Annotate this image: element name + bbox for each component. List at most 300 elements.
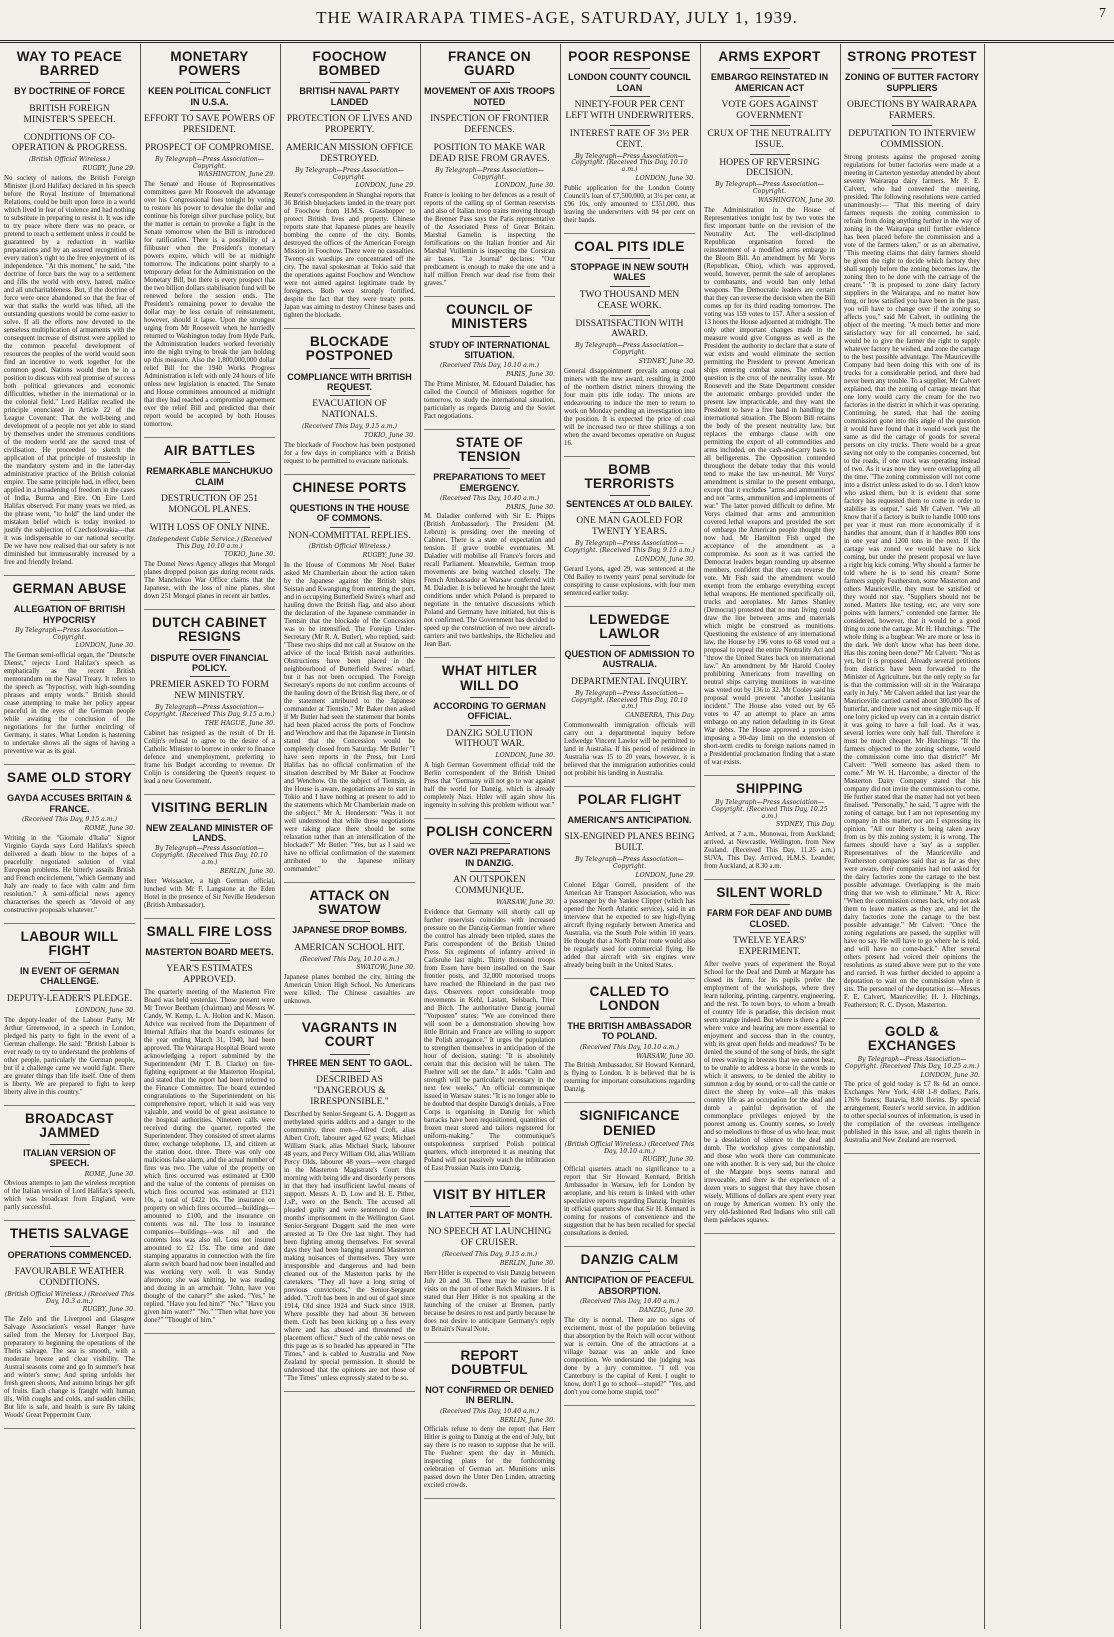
article-body: Arrived, at 7 a.m., Monowai, from Auckland; arrived, at Newcastle, Wellington, from New Zealand. (Received This Day, 11.25 a.m.) SUVA, This Day. Arrived, H.M.S. Leander, from Auckland, at 8.30 a.m.	[704, 831, 835, 871]
article-subheading: DISPUTE OVER FINANCIAL POLICY.	[150, 652, 269, 673]
article-body: The German semi-official organ, the "Deutsche Dienst," rejects Lord Halifax's speech as emphatically as the recent British memorandum on the Naval Treaty. It refers to the speech as "hypocrisy, with high-sounding phrases and empty words." British should cease attempting to make her policy appear peaceful in the eyes of the German people while awaiting the conclusion of the negotiations for the further encircling of Germany, it states. What London is hastening to undertake shows all the signs of having a preventive war as its goal.	[4, 652, 135, 756]
headline-rule	[190, 676, 230, 677]
article-dateline: TOKIO, June 30.	[224, 551, 275, 559]
article-subheading: MASTERTON BOARD MEETS.	[145, 946, 274, 957]
article-dateline: RUGBY, June 29.	[82, 165, 135, 173]
article-source: (Received This Day, 10.40 a.m.)	[580, 1298, 679, 1306]
article-headline: FRANCE ON GUARD	[448, 49, 531, 79]
article-dateline: BERLIN, June 30.	[499, 1416, 555, 1424]
article-subheading: PROTECTION OF LIVES AND PROPERTY.	[286, 114, 413, 135]
article	[4, 1112, 135, 1222]
article-source: (British Official Wireless.)	[28, 156, 111, 164]
article-dateline: PARIS, June 30.	[505, 503, 555, 511]
headline-rule	[610, 512, 650, 513]
headline-rule	[750, 96, 790, 97]
article-subheading: VOTE GOES AGAINST GOVERNMENT	[721, 99, 818, 121]
article	[284, 889, 415, 1015]
article-body: General disappointment prevails among coal miners with the new award, resulting in 2000 of the northern district miners throwing the four main pits idle today. The unions are endeavouring to induce the men to return to work on Monday pending an investigation into the position. It is expected the price of coal will be increased two or three shillings a ton when the award becomes operative on August 16.	[564, 367, 695, 447]
article	[424, 303, 555, 430]
headline-rule	[190, 490, 230, 491]
headline-rule	[610, 315, 650, 316]
article-body: No society of nations, the British Foreign Minister (Lord Halifax) declared in his speech before the Royal Institute of International Relations, could be built upon force in a world which lived in fear of violence and had nothing to substitute in preparing to resist it. It was idle to try peace where there was no peace, or pretend to reach a settlement unless it could be guaranteed by a reduction in warlike preparations and by an assured recognition of every nation's right to the free enjoyment of its independence. "At this moment," he said, "the doctrine of force bars the way to a settlement and fills the world with envy, hatred, malice and all uncharitableness. But, if the doctrine of force were once abandoned so that the fear of war that stalks the world was lifted, all the outstanding questions would be come easier to solve. If all the efforts now devoted to the senseless multiplication of armaments with the consequent increase of distrust were applied to the common peaceful development of resources the peoples of the world would soon find an incentive to work together for the common good. Nations would then be in a position to discuss with real promise of success both political grievances and economic difficulties, whether in the international or in the colonial field." Lord Halifax recalled the principle enunciated in Article 22 of the League Covenant: That the well-being and development of a people not yet able to stand by themselves under the strenuous conditions of the modern world are the sacred trust of civilisation. He proceeded to sketch the application of that principle of trusteeship in the mandatory system and in the latter-day administrative practice of the British colonial empire. The same principle had, in effect, been applied in a broadening of freedom in the cases of India, Burma and Eire. On Eire Lord Halifax observed: For many years we tried, as the phrase went, "to hold" the land under the mistaken belief which is today invoked to justify the subjection of Czechoslovakia—that it was indispensable to our national security. De we have now realised that our safety is not diminished but immeasurably increased by a free and friendly Ireland.	[4, 175, 135, 566]
article-dateline: LONDON, June 29.	[635, 871, 695, 879]
headline-rule	[190, 943, 230, 944]
headline-rule	[330, 499, 370, 500]
article-body: The Administration in the House of Representatives tonight lost by two votes the first important battle on the revision of the Neutrality Act. The well-disciplined Republican organisation forced the reinstatement of a modified arms embargo in the Bloom Bill. An amendment by Mr Vorys (Republican, Ohio), which was approved, would, however, permit the sale of aeroplanes to combatants, and would ban only lethal weapons. The Democratic leaders are certain that they can reverse the decision when the Bill comes up for its third reading tomorrow. The voting was 159 votes to 157. After a session of 13 hours the House adjourned at midnight. The only other important changes made in the measure would give Congress as well as the President the authority to declare that a state of war exists and would eliminate the section permitting the President to prevent American ships entering combat zones. The embargo question is the crux of the neutrality issue. Mr Roosevelt and the State Department consider the automatic embargo provided under the present law impracticable, and they want the President to have a free hand in handling the international situation. The Bloom Bill retains the body of the present neutrality law, but replaces the embargo clause with one permitting the export of all commodities and arms included, on the cash-and-carry basis to all belligerents. The Opposition contended throughout the debate today that this would tend to make the law un-neutral. Mr Vorys' amendment is similar to the present embargo, except that it excludes "arms and ammunition" and not "arms, ammunition and implements of war." The latter proved difficult to define. Mr Vorys claimed that arms and ammunition covered lethal weapons and provided the sort of embargo the American people thought they now had. Mr Hamilton Fish urged the acceptance of the amendment as a compromise. As soon as it was carried the Democrat leaders began rounding up absentee members, confident that they can reverse the vote. Mr Fish said the amendment would exempt from the embargo everything except lethal weapons. He mentioned specifically oil, trucks and aeroplanes. Mr James Shanley (Democrat) protested that no man living could draw the line between arms and materials which might be construed as munitions. Questioning the existence of any international law, the House by 196 votes to 68 voted out a proposal to repeal the entire Neutrality Act and "throw the United States back on international law." An amendment by Mr Harold Cooley prohibiting Americans from travelling on neutral ships carrying munitions in war-time was voted out by 136 to 32. Mr Cooley said his proposal would prevent "another Lusitania incident." The House also voted out by 65 votes to 47 an attempt to place an arms embargo on any nation defaulting in its Great War debts. The House approved a provision imposing a 90-day limit on the extension of short-term credits to foreign nations named in a Presidential proclamation finding that a state of war exists.	[704, 206, 835, 766]
headline-rule	[50, 129, 90, 130]
column-5	[562, 44, 697, 1629]
article-source: (British Official Wireless.)	[308, 543, 391, 551]
article-subheading: PREPARATIONS TO MEET EMERGENCY.	[433, 472, 546, 493]
column-divider	[280, 44, 281, 1629]
column-divider	[840, 44, 841, 1629]
article-headline: SHIPPING	[736, 780, 803, 796]
article-source: By Telegraph—Press Association—Copyright.	[715, 181, 824, 196]
article	[144, 616, 275, 794]
article-headline: VISIT BY HITLER	[432, 1186, 546, 1202]
headline-rule	[50, 962, 90, 963]
headline-rule	[190, 819, 230, 820]
article-source: (Received This Day, 10.10 a.m.)	[440, 362, 539, 370]
article-body: The Domei News Agency alleges that Mongol planes dropped poison gas during recent raids. The Manchukuo War Office claims that the Japanese, with the loss of nine planes, shot down 251 Mongol planes in recent air battles.	[144, 561, 275, 601]
article-subheading: TWO THOUSAND MEN CEASE WORK.	[579, 289, 680, 311]
headline-rule	[610, 286, 650, 287]
article-dateline: WARSAW, June 30.	[636, 1052, 695, 1060]
article-subheading: DEPARTMENTAL INQUIRY.	[570, 676, 689, 687]
article-subheading: CONDITIONS OF CO-OPERATION & PROGRESS.	[11, 132, 128, 154]
article-source: By Telegraph—Press Association—Copyright.	[155, 155, 264, 170]
article-subheading: OBJECTIONS BY WAIRARAPA FARMERS.	[846, 99, 978, 121]
article-headline: POLAR FLIGHT	[577, 791, 682, 807]
article-subheading: HOPES OF REVERSING DECISION.	[719, 157, 820, 179]
article-headline: BOMB TERRORISTS	[584, 461, 675, 491]
article-subheading: EMBARGO REINSTATED IN AMERICAN ACT	[710, 72, 829, 93]
article	[844, 50, 980, 1019]
column-divider	[140, 44, 141, 1629]
article-subheading: DEPUTATION TO INTERVIEW COMMISSION.	[848, 128, 976, 150]
headline-rule	[330, 1054, 370, 1055]
article	[564, 50, 695, 234]
column-7	[842, 44, 982, 1629]
article	[284, 1021, 415, 1391]
article-body: After twelve years of experiment the Royal School for the Deaf and Dumb at Margate has closed its farm, for its pupils prefer the employment of the workshops, where they learn tailoring, printing, carpentry, engineering, and the rest. To town boys, to whom a breath of country life is paradise, this decision must seem strange indeed. But where is there a place where voice and hearing are more essential to enjoyment and success than in the country, with its great open fields and meadows? To be denied the sound of the song of birds, the sight of trees waving in breezes that we cannot hear, to be unable to address a horse in the words to which it answers, to be denied the ability to summon a dog by sound, or to call the cattle or direct the sheep by voice—all this makes country life as an occupation for the deaf and dumb a painful deprivation of the commonplace privileges enjoyed by the poorest among us. Country scenes, so lovely and so melodious to those of us who hear, must be a desolation of silence to the deaf and dumb. The workshop gives companionship, and those who work there can communicate one with another. It is very sad, but the choice of the Margate boys seems natural and irrevocable, and there is the experience of a dozen years to suggest that they have chosen wisely. Millions of dollars are spent every year on rouge by American women. It's only the very old-fashioned Red Indians who still call them palefaces squaws.	[704, 960, 835, 1224]
article-subheading: NO SPEECH AT LAUNCHING OF CRUISER.	[427, 1227, 552, 1249]
article-subheading: STUDY OF INTERNATIONAL SITUATION.	[429, 339, 550, 360]
headline-rule	[610, 1271, 650, 1272]
headline-rule	[470, 82, 510, 83]
column-divider	[420, 44, 421, 1629]
headline-rule	[470, 843, 510, 844]
article-body: Herr Weissacker, a high German official, lunched with Mr F. Langstone at the Eden Hotel in the presence of Sir Neville Henderson (British Ambassador).	[144, 877, 275, 909]
article	[4, 930, 135, 1106]
headline-rule	[750, 932, 790, 933]
article-subheading: LONDON COUNTY COUNCIL LOAN	[568, 72, 691, 93]
column-divider	[700, 44, 701, 1629]
article-source: By Telegraph—Press Association—Copyright. (Received This Day, 9.15 a.m.)	[144, 704, 275, 718]
article-dateline: RUGBY, June 30.	[642, 1156, 695, 1164]
article-body: The quarterly meeting of the Masterton Fire Board was held yesterday. Those present were Mr Trevor Beetham (chairman) and Messrs W. Candy, W. Kemp, L. A. Holton and K. Mason. Advice was received from the Department of Internal Affairs that the board's estimates for the year ending March 31, 1940, had been approved. The Wairarapa Hospital Board wrote acknowledging a report submitted by the Superintendent (Mr T. B. Clarke) on fire-fighting equipment at the Masterton Hospital, and stated that the report had been referred to the Finance Committee. The board extended congratulations to the Superintendent on his comprehensive report, which it said was very valuable, and would be of great assistance to the hospital authorities. Nineteen calls were received during the quarter, reported the Superintendent. They consisted of street alarms three; exchange telephone, 13, and citizen at the station door, three. There was only one malicious false alarm, and the actual number of fires was two. The value of the property on which fires occurred was estimated at £300 and the value of the contents of premises on which fires occurred was estimated at £121 10s, a total of £422 10s. The insurance on property on which fires occurred—buildings—amounted to £100, and the insurance on contents was nil. The loss to insurance companies—buildings—was nil and the contents loss was also nil. Loss not insured amounted to £2 15s. The time and date stamping apparatus in connection with the fire alarm switch board had now been installed and was working very well. It was Sunday afternoon; she was knitting, he was reading and dozing in an armchair. "John, have you thought of the canary?" she asked. "Yes," he replied. "Have you fed him?" "No." "Have you given him water?" "No." "Then what have you done?" "Thought of him."	[144, 989, 275, 1325]
article-subheading: COMPLIANCE WITH BRITISH REQUEST.	[287, 371, 412, 392]
column-3	[282, 44, 417, 1629]
article-body: Writing in the "Giornale d'Italia" Signor Virginio Gayda says Lord Halifax's speech delivered a death blow to the hopes of a peacefully negotiated solution of vital European problems. He bitterly assails British and French encirclement, "which Germany and Italy are ready to face with calm and firm resolution." A semi-official news agency characterises the speech as "devoid of any constructive proposals whatever."	[4, 834, 135, 914]
article-subheading: CRUX OF THE NEUTRALITY ISSUE.	[707, 128, 832, 150]
article-source: (Received This Day, 10.40 a.m.)	[440, 494, 539, 502]
column-6	[702, 44, 837, 1629]
article	[564, 613, 695, 787]
article-headline: CALLED TO LONDON	[589, 983, 670, 1013]
article-subheading: DANZIG SOLUTION WITHOUT WAR.	[446, 728, 533, 750]
article-source: (British Official Wireless.) (Received This Day, 10.3 a.m.)	[4, 1290, 135, 1305]
article-body: Gerard Lyons, aged 29, was sentenced at the Old Bailey to twenty years' penal servitude for conspiring to cause explosions, with four men sentenced earlier today.	[564, 565, 695, 597]
article-subheading: IN LATTER PART OF MONTH.	[426, 1209, 553, 1220]
article-headline: VAGRANTS IN COURT	[301, 1020, 398, 1050]
article-subheading: SENTENCES AT OLD BAILEY.	[565, 499, 693, 510]
article-subheading: BY DOCTRINE OF FORCE	[14, 86, 125, 97]
headline-rule	[330, 939, 370, 940]
article-headline: MONETARY POWERS	[170, 49, 249, 79]
headline-rule	[470, 1206, 510, 1207]
headline-rule	[50, 990, 90, 991]
article-source: (Received This Day, 9.15 a.m.)	[301, 423, 398, 431]
article-subheading: YEAR'S ESTIMATES APPROVED.	[166, 964, 253, 986]
column-1	[2, 44, 137, 1629]
article-source: (Received This Day, 10.10 a.m.)	[300, 955, 399, 963]
article	[564, 793, 695, 979]
article-dateline: LONDON, June 30.	[635, 174, 695, 182]
article-source: By Telegraph—Press Association—Copyright. (Received This Day, 10.10 a.m.)	[571, 152, 688, 174]
article-dateline: CANBERRA, This Day.	[625, 712, 695, 720]
article-subheading: ALLEGATION OF BRITISH HYPOCRISY	[13, 604, 126, 625]
article-dateline: ROME, June 30.	[84, 1170, 135, 1178]
article-source: (Received This Day, 9.15 a.m.)	[21, 816, 118, 824]
article-headline: THETIS SALVAGE	[9, 1226, 130, 1242]
article	[4, 771, 135, 923]
article-body: Obvious attempts to jam the wireless reception of the Italian version of Lord Halifax's speech, which was broadcast from England, were partly successful.	[4, 1180, 135, 1212]
headline-rule	[50, 82, 90, 83]
article-subheading: AMERICAN'S ANTICIPATION.	[567, 815, 692, 826]
headline-rule	[190, 110, 230, 111]
headline-rule	[470, 139, 510, 140]
article-dateline: DANZIG, June 30.	[638, 1306, 695, 1314]
article-headline: WAY TO PEACE BARRED	[16, 49, 123, 79]
headline-rule	[190, 960, 230, 961]
headline-rule	[892, 96, 932, 97]
article-headline: GERMAN ABUSE	[12, 581, 127, 596]
article-subheading: NEW ZEALAND MINISTER OF LANDS.	[146, 822, 273, 844]
article-dateline: LONDON, June 30.	[75, 642, 135, 650]
article-subheading: SIX-ENGINED PLANES BEING BUILT.	[564, 832, 695, 854]
article-source: (Received This Day, 10.10 a.m.)	[580, 1043, 679, 1051]
headline-rule	[190, 82, 230, 83]
headline-rule	[190, 462, 230, 463]
article-subheading: REMARKABLE MANCHUKUO CLAIM	[146, 466, 273, 487]
article-headline: DUTCH CABINET RESIGNS	[152, 615, 267, 645]
article-subheading: TWELVE YEARS' EXPERIMENT.	[732, 936, 807, 958]
article-subheading: AMERICAN MISSION OFFICE DESTROYED.	[285, 142, 414, 164]
article-headline: SIGNIFICANCE DENIED	[579, 1108, 680, 1138]
article-headline: POLISH CONCERN	[426, 824, 553, 840]
article	[144, 444, 275, 610]
article-subheading: PROSPECT OF COMPROMISE.	[145, 142, 274, 153]
article-subheading: ACCORDING TO GERMAN OFFICIAL.	[433, 700, 546, 722]
article-headline: FOOCHOW BOMBED	[312, 49, 387, 79]
article-subheading: MOVEMENT OF AXIS TROOPS NOTED	[424, 86, 555, 107]
article-subheading: QUESTIONS IN THE HOUSE OF COMMONS.	[289, 502, 410, 524]
article-source: By Telegraph—Press Association—Copyright. (Received This Day, 10.10 a.m.)	[151, 845, 268, 867]
article-subheading: QUESTION OF ADMISSION TO AUSTRALIA.	[564, 649, 695, 670]
article	[424, 436, 555, 659]
article-subheading: NOT CONFIRMED OR DENIED IN BERLIN.	[425, 1385, 554, 1406]
article-source: By Telegraph—Press Association—Copyright.	[575, 856, 684, 871]
article-subheading: OPERATIONS COMMENCED.	[7, 1249, 132, 1260]
article-body: A high German Government official told the Berlin correspondent of the British United Press that "Germany will not go to war against half the world for Danzig, which is already completely Nazi. Hitler will again show his ingenuity in solving this problem without war."	[424, 762, 555, 810]
article-body: The city is normal. There are no signs of excitement, most of the population believing that absorption by the Reich will occur without war is certain. One of the attractions at a village bazaar was an ankle and knee competition. We understand the judging was done by a jury committee. "I tell you Canterbury is the capital of Kent. I ought to know, don't I go to school—stupid?" "Yes, and don't you come home stupid, too!"	[564, 1316, 695, 1396]
article	[4, 50, 135, 576]
article-body: M. Daladier conferred with Sir E. Phipps (British Ambassador). The President (M. Lebrun) is presiding over the meeting of Cabinet. There is a state of expectation and tension. If grave trouble eventuates, M. Daladier will mobilise all France's forces and recall Parliament. Meanwhile, German troop movements are being watched closely. The French Ambassador at Warsaw conferred with M. Daladier. It is believed he brought the latest conditions under which Poland is prepared to negotiate in the tentative discussions which Poland and Germany have initiated, but this is not confirmed. The Government has decided to speed up the construction of two new aircraft-carriers and two battleships, the Richelieu and Jean Bart.	[424, 513, 555, 649]
headline-rule	[330, 110, 370, 111]
article-subheading: EFFORT TO SAVE POWERS OF PRESIDENT.	[144, 114, 275, 135]
article-subheading: ZONING OF BUTTER FACTORY SUPPLIERS	[845, 72, 979, 93]
headline-rule	[50, 100, 90, 101]
article-source: By Telegraph—Press Association—Copyright. (Received This Day, 9.15 a.m.)	[564, 540, 695, 555]
headline-rule	[330, 921, 370, 922]
headline-rule	[750, 154, 790, 155]
headline-rule	[330, 82, 370, 83]
article-dateline: WARSAW, June 30.	[496, 898, 555, 906]
article	[144, 50, 275, 438]
headline-rule	[190, 519, 230, 520]
article-headline: BROADCAST JAMMED	[25, 1110, 114, 1140]
article-dateline: TOKIO, June 30.	[364, 431, 415, 439]
article-source: By Telegraph—Press Association—Copyright. (Received This Day, 10.25 a.m.)	[844, 1055, 980, 1070]
article-subheading: OVER NAZI PREPARATIONS IN DANZIG.	[428, 847, 551, 868]
headline-rule	[892, 68, 932, 69]
headline-rule	[470, 697, 510, 698]
article-subheading: BRITISH FOREIGN MINISTER'S SPEECH.	[23, 103, 116, 125]
article-headline: AIR BATTLES	[163, 443, 256, 459]
article-headline: STATE OF TENSION	[455, 434, 524, 464]
article-subheading: STOPPAGE IN NEW SOUTH WALES	[570, 261, 689, 283]
headline-rule	[50, 789, 90, 790]
page-number: 7	[1099, 6, 1106, 21]
column-2	[142, 44, 277, 1629]
article-body: The deputy-leader of the Labour Party, Mr Arthur Greenwood, in a speech in London, pledged his party to fight in the event of a German challenge. He said: "British Labour is ever ready to try to understand the problems of other people, particularly the German people, but if a challenge came we would fight. There are greater things than life itself. One of them is liberty. We are prepared to fight to keep liberty alive in this country."	[4, 1016, 135, 1096]
headline-rule	[750, 125, 790, 126]
article-source: By Telegraph—Press Association—Copyright.	[295, 166, 404, 181]
article-dateline: SWATOW, June 30.	[356, 964, 415, 972]
article-body: The Senate and House of Representatives committees gave Mr Roosevelt the advantage over his Congressional foes tonight by voting to restore his power to devalue the dollar and continue his foreign silver purchase policy, but the matter is certain to provoke a fight in the Senate tomorrow when the Bill is introduced for ratification. There is a possibility of a filibuster when the President's monetary powers expire, which will be at midnight tomorrow. The indications point sharply to a temporary defeat for the Administration on the Monetary Bill, but there is every prospect that the two billion dollars stabilisation fund will be renewed before the session ends. The President's remaining power to devalue the dollar may be less certain of reinstatement, however, should it lapse. Upon the strongest urging from Mr Roosevelt when he hurriedly returned to Washington today from Hyde Park, the Administration leaders worked feverishly into the night trying to break the jam holding up this measure. Also the 1,800,000,000 dollar relief Bill for the 1940 Works Progress Administration is left with only 24 hours of life unless new legislation is enacted. The Senate and House committees announced at midnight that they had reached a compromise agreement over the relief Bill and predicted that their report would be accepted by both Houses tomorrow.	[144, 181, 275, 429]
article-dateline: RUGBY, June 30.	[362, 552, 415, 560]
article	[144, 801, 275, 919]
headline-rule	[610, 495, 650, 496]
article-source: By Telegraph—Press Association—Copyright. (Received This Day, 10.10 a.m.)	[571, 689, 688, 711]
article-subheading: GAYDA ACCUSES BRITAIN & FRANCE.	[7, 793, 132, 814]
headline-rule	[610, 96, 650, 97]
article-subheading: IN EVENT OF GERMAN CHALLENGE.	[19, 966, 119, 987]
article-source: (Received This Day, 10.40 a.m.)	[440, 1407, 539, 1415]
article-body: Colonel Edgar Gorrell, president of the American Air Transport Association, who was a passenger by the Yankee Clipper (which has opened the North Atlantic service), said in an interview that he expected to see high-flying aircraft flying regularly between America and Australia, via the South Pole within 10 years. He thought that a North Polar route would also be regularly used for commercial flying. He added that aircraft with six engines were already being built in the United States.	[564, 881, 695, 969]
column-divider	[560, 44, 561, 1629]
article-body: The British Ambassador, Sir Howard Kennard, is flying to London. It is believed that he is returning for important consultations regarding Danzig.	[564, 1062, 695, 1094]
article-headline: REPORT DOUBTFUL	[451, 1347, 528, 1377]
article-headline: ATTACK ON SWATOW	[309, 888, 390, 918]
article-headline: WHAT HITLER WILL DO	[441, 663, 538, 693]
article-headline: SAME OLD STORY	[7, 770, 132, 786]
article-subheading: BRITISH NAVAL PARTY LANDED	[299, 86, 400, 107]
article-headline: SMALL FIRE LOSS	[146, 923, 273, 939]
headline-rule	[610, 673, 650, 674]
article	[284, 335, 415, 475]
article-dateline: LONDON, June 30.	[495, 182, 555, 190]
article-headline: POOR RESPONSE	[568, 49, 691, 64]
article	[144, 925, 275, 1334]
article-headline: VISITING BERLIN	[151, 799, 268, 815]
headline-rule	[50, 1246, 90, 1247]
article-body: The blockade of Foochow has been postponed for a few days in compliance with a British request to be permitted to evacuate nationals.	[284, 441, 415, 465]
article-body: Evidence that Germany will shortly call up further reservists coincides with increased pressure on the Danzig-German frontier where the control has already been tripled, states the Paris correspondent of the British United Press. Six regiments of infantry arrived in Carlsruhe last night. Thirty thousand troops from Essen have been installed on the Saar frontier posts, and 32,000 motorised troops have reached the Rhineland in the past two days. Observers report considerable troop movements in Kehl, Lastatt, Selsbach, Trier and Bitch. The authoritative Danzig journal "Vorposten" states: "We are convinced there will soon be a demonstration showing how little Britain and France are willing to support the Polish arrogance." It urges the population to strengthen themselves in anticipation of the hour of decision, stating: "It is absolutely certain that this decision will be taken. The Fuehrer will set the date." It adds: "Calm and strength will be particularly necessary in the next few weeks." An official communique issued in Warsaw states: "It is no longer able to be doubted that despite Danzig's denials, a Free Corps is organising in Danzig for which barracks have been requisitioned, quantities of frozen meat stored and tailors registered for uniform-making." The communique's outspokenness surprised Polish political quarters, which interpreted it as meaning that Poland will not passively watch the infiltration of East Prussian Nazis into Danzig.	[424, 908, 555, 1172]
headline-rule	[330, 395, 370, 396]
headline-rule	[610, 1017, 650, 1018]
article-subheading: DESTRUCTION OF 251 MONGOL PLANES.	[160, 494, 259, 516]
headline-rule	[330, 527, 370, 528]
article-body: Reuter's correspondent in Shanghai reports that 36 British bluejackets landed in the treaty port of Foochow from H.M.S. Grasshopper to protect British lives and property. Chinese reports state that Japanese planes are heavily bombing the centre of the city. Bombs destroyed the offices of the American Foreign Mission in Foochow. There were no casualties. Twenty-six warships are concentrated off the city. The naval spokesman at Tokio said that the operations against Foochow and Wenchow were not aimed against legitimate trade by foreigners. Both were strongly fortified, despite the fact that they were treaty ports. Japan was aiming to destroy Chinese bases and tighten the blockade.	[284, 192, 415, 320]
headline-rule	[470, 468, 510, 469]
article-body: In the House of Commons Mr Noel Baker asked Mr Chamberlain about the action taken by the Japanese against the British ships Seistan and Kwangtung from entering the port, and in occupying Butterfield Swire's wharf and hauling down the British flag, and also about the declaration of the Japanese commander in Tientsin that the blockade of the Concession was to be intensified. The Foreign Under-Secretary (Mr R. A. Butler), who replied, said: "These two ships did not call at Swatow on the advice of the local British naval authorities. Obstructions have been placed in the neighbourhood of Butterfield Swires' wharf, but it has not been occupied. The Foreign Secretary's reports do not confirm accounts of the hauling down of the British flag there, or of the statement attributed to the Japanese commander at Tientsin." Mr Baker then asked if Mr Butler had seen the statement that bombs had been placed across the ports of Foochow and Wenchow and that the Japanese in Tientsin stated that the Concession would be completely closed from Saturday. Mr Butler "I have seen reports in the Press, but Lord Halifax has no official confirmation of the situation described by Mr Baker at Foochow and Wenchow. On the subject of Tientsin, as the House is aware, negotiations are to start in Tokio and I have nothing at present to add to the statements which Mr Chamberlain made on the subject." Mr A. Henderson: "Was it not well understood that while these negotiations were taking place there should be some relaxation rather than an intensification of the blockade?" Mr Butler: "Yes, but as I said we have no official confirmation of the statement attributed to the Japanese military commander."	[284, 562, 415, 874]
article-subheading: FAVOURABLE WEATHER CONDITIONS.	[14, 1266, 125, 1288]
headline-rule	[610, 68, 650, 69]
article-subheading: DISSATISFACTION WITH AWARD.	[575, 318, 684, 340]
article-subheading: AN OUTSPOKEN COMMUNIQUE.	[453, 875, 526, 896]
headline-rule	[470, 725, 510, 726]
headline-rule	[50, 1144, 90, 1145]
article-dateline: SYDNEY, June 30.	[638, 357, 695, 365]
article-subheading: KEEN POLITICAL CONFLICT IN U.S.A.	[148, 86, 271, 107]
headline-rule	[610, 811, 650, 812]
article	[284, 50, 415, 329]
article-headline: COAL PITS IDLE	[574, 238, 685, 254]
article-body: France is looking to her defences as a result of reports of the calling up of German reservists and also of Italian troop trains moving through the Brenner Pass says the Paris representative of the Associated Press of Great Britain. Marshal Gamelin is inspecting the fortifications on the Italian frontier and Air Marshal Vuillemin is inspecting the Corsican air bases. "Le Journal" declares: "Our predicament is enough to make the one and a half million French war dead rise from their graves."	[424, 192, 555, 288]
article-body: Public application for the London County Council's loan of £7,500,000, at 3½ per cent, at £96 10s, only amounted to £351,000, thus leaving the underwriters with 94 per cent on their hands.	[564, 184, 695, 224]
article-subheading: AMERICAN SCHOOL HIT.	[294, 942, 405, 953]
article	[564, 985, 695, 1104]
article-body: Cabinet has resigned as the result of Dr H. Colijn's refusal to agree to the desire of a Catholic Minister to borrow in order to finance defence and unemployment, preferring to frame his Budget according to revenue. Dr Colijn is considering the Queen's request to lead a new Government.	[144, 729, 275, 785]
article-body: The price of gold today is £7 8s 6d an ounce. Exchanges New York, 4.68 1-8 dollars; Paris, 176⅝ francs; Batavia, 8.80 florins. By special arrangement, Reuter's world service, in addition to other special sources of information, is used in the compilation of the overseas intelligence published in this issue, and all rights therein in Australia and New Zealand are reserved.	[844, 1081, 980, 1145]
article	[284, 481, 415, 883]
article-body: Official quarters attach no significance to a report that Sir Howard Kennard, British Ambassador in Warsaw, left for London by aeroplane, and his return is linked with other speculative reports regarding Danzig. Inquiries in official quarters show that Sir H. Kennard is coming for reasons of convenience and the suggestion that he has been recalled for special consultations is denied.	[564, 1166, 695, 1238]
article-headline: CHINESE PORTS	[292, 479, 407, 495]
article-subheading: PREMIER ASKED TO FORM NEW MINISTRY.	[150, 680, 269, 702]
article-subheading: INTEREST RATE OF 3½ PER CENT.	[569, 128, 690, 150]
headline-rule	[470, 1223, 510, 1224]
article-body: Strong protests against the proposed zoning regulations for butter factories were made at a meeting in Carterton yesterday attended by about seventy Wairarapa dairy farmers. Mr F. E. Calvert, who had convened the meeting, presided. The following resolutions were carried unanimously:— "That this meeting of dairy farmers requests the zoning commission to refrain from doing anything further in the way of zoning in the Wairarapa until further evidence has been placed before the commission and a vote of the farmers taken," or as an alternative, "This meeting claims that dairy farmers should be given the right to decide which factory they shall supply before the zoning becomes law, the zoning then to be done with the carriage of the cream." "It is proposed to zone dairy factory suppliers in the Wairarapa, and no matter how long, or how satisfied you have been in the past, you will have to change over if the zoning so affects you," said Mr Calvert, in outlining the object of the meeting. "A much better and more satisfactory way for all concerned, he said, would be to give the farmer the right to supply whatever factory he wished, and zone the cartage to the best possible advantage. The Mauriceville Company had been doing this with one of its trucks for a considerable period, and there had never been any trouble. To a supplier, Mr Calvert explained, that the zoning of cartage meant that one lorry would carry the cream for the two factories in the district in which it was operating. Continuing, he stated, that had the zoning commission gone into this angle of the question it would have found that it would work just the same as did the cartage of goods for several persons on city trucks. There would be a great saving not only to the companies concerned, but to the roads, if one truck was operating instead of two. As it was now they were overlapping all the time. "The zoning commission will not come into a district unless asked to do so. I don't know who asked them, but it is evident that some factory has requested them to come in order to stabilise its output," said Mr Calvert. "We all know that if a factory is built to handle 1000 tons per year it must run more economically if it handles that amount, than if it handles 800 tons in one year and 1200 tons in the next. If the cartage was zoned we would have no kick coming, but under the present proposal we have a right big kick coming. Why should a farmer be told where he is to send his cream? Some farmers supply Featherston, some Masterton and others Mauriceville, they must be satisfied or they would not stay. "Suppliers should not be zoned. Matters like testing, etc, are very sore points with farmers," contended one farmer. He considered, however, that it would be a good thing to zone the cartage. Mr H. Hutchings: "The whole thing is a bugbear. We are more or less in the dark. We don't know what has been done. Has this zoning been done?" Mr Calvert: "Not as yet, but it is proposed. Already several petitions from districts have been forwarded to the Minister of Agriculture, but the only reply so far is that the commission will sit in the Wairarapa early in July." Mr Calvert added that last year the Mauriceville carried carted about 300,000 lbs of butterfat, and there was not one single mix-up. If one lorry picked up every can in a certain district it was going to have a full load. As it was, several lorries were only half full. Therefore it must be much cheaper. Mr Hutchings: "If the farmers objected to the zoning scheme, would the commission come into that district?" Mr Calvert: "Well someone has asked them to come." Mr W. H. Harcombe, a director of the Masterton Dairy Company stated that his company did not invite the commission to come. He further stated that the matter had not yet been finalised. "Personally," he said, "I agree with the zoning of cartage, but I am not representing my company in this matter, nor am I expressing its opinion. "All our liberty is being taken away from us by this zoning system; it is wrong. The farmers should have a 'say' as a supplier. Representatives of the Mauriceville and Featherston companies said that as far as they were aware, their companies had not asked for the dairy factories zone the cartage to the best possible advantage. Overlapping is the main thing that we wish to eliminate." Mr A. Rice: "When the commission comes back, why not ask them to leave matters as they are, and let the dairy factories zone the cartage to the best possible advantage." Mr Calvert: "Once the zoning regulations are passed, the supplier will have no say. He will have to go where he is told, and will have no come-back." After several others present had voiced their opinions the resolutions as stated above were put to the vote and carried. It was further decided to appoint a deputation to wait on the commission when it sits. The personnel of the deputation is:—Messrs F. E. Calvert, Mauriceville; H. J. Hitchings, Featherston; R. C. Dyson, Masterton.	[844, 153, 980, 1009]
headline-rule	[610, 125, 650, 126]
article-dateline: LONDON, June 29.	[355, 182, 415, 190]
article	[564, 463, 695, 607]
article-headline: GOLD & EXCHANGES	[867, 1023, 957, 1053]
article	[4, 582, 135, 765]
article	[4, 1227, 135, 1429]
article-body: Commonwealth immigration officials will carry out a departmental inquiry before Ledwedge Vincent Lawlor will be permitted to land in Australia. If his period of residence in Australia was 15 to 20 years, however, it is believed that the immigration authorities could not prohibit his landing in Australia.	[564, 721, 695, 777]
article	[424, 50, 555, 297]
headline-rule	[470, 1381, 510, 1382]
article-subheading: THE BRITISH AMBASSADOR TO POLAND.	[567, 1021, 692, 1042]
article	[704, 50, 835, 776]
article	[844, 1025, 980, 1155]
article	[704, 886, 835, 1234]
article-body: Officials refuse to deny the report that Herr Hitler is going to Danzig at the end of July, but say there is no reason to suppose that he will. The Fuehrer spent the day in Munich, inspecting plans for the forthcoming celebration of German art. Munitions units passed down the Unter Den Linden, attracting excited crowds.	[424, 1426, 555, 1490]
article-dateline: BERLIN, June 30.	[219, 867, 275, 875]
article	[424, 825, 555, 1182]
article-subheading: DESCRIBED AS "DANGEROUS & IRRESPONSIBLE."	[310, 1074, 389, 1107]
article-dateline: WASHINGTON, June 29.	[197, 171, 275, 179]
article-headline: LABOUR WILL FIGHT	[20, 928, 119, 958]
article-headline: LEDWEDGE LAWLOR	[589, 611, 670, 641]
article-subheading: POSITION TO MAKE WAR DEAD RISE FROM GRAVES.	[429, 142, 550, 164]
article-source: (Independent Cable Service.) (Received This Day, 10.10 a.m.)	[147, 535, 272, 550]
article-subheading: EVACUATION OF NATIONALS.	[312, 399, 387, 421]
article-dateline: ROME, June 30.	[84, 824, 135, 832]
article-dateline: LONDON, June 30.	[635, 555, 695, 563]
article-subheading: ANTICIPATION OF PEACEFUL ABSORPTION.	[565, 1275, 694, 1296]
article-source: By Telegraph—Press Association—Copyright. (Received This Day, 10.25 a.m.)	[711, 799, 828, 820]
article-headline: ARMS EXPORT	[718, 49, 821, 64]
article-subheading: THREE MEN SENT TO GAOL.	[286, 1057, 413, 1068]
headline-rule	[470, 110, 510, 111]
article-subheading: WITH LOSS OF ONLY NINE.	[149, 522, 270, 533]
article-subheading: DEPUTY-LEADER'S PLEDGE.	[6, 993, 133, 1004]
article-dateline: PARIS, June 30.	[505, 371, 555, 378]
article-headline: COUNCIL OF MINISTERS	[446, 302, 533, 332]
article-headline: STRONG PROTEST	[847, 49, 977, 64]
headline-rule	[50, 1263, 90, 1264]
headline-rule	[470, 336, 510, 337]
article-dateline: SYDNEY, This Day.	[776, 821, 835, 829]
article	[424, 1349, 555, 1500]
article-subheading: JAPANESE DROP BOMBS.	[292, 925, 407, 936]
article-dateline: BERLIN, June 30.	[499, 1259, 555, 1267]
headline-rule	[750, 904, 790, 905]
article-dateline: LONDON, June 30.	[75, 1006, 135, 1014]
article-subheading: NON-COMMITTAL REPLIES.	[288, 530, 411, 541]
article	[564, 1109, 695, 1247]
article-subheading: NINETY-FOUR PER CENT LEFT WITH UNDERWRITERS.	[565, 99, 694, 121]
article	[564, 1253, 695, 1405]
headline-rule	[610, 258, 650, 259]
article-body: The Prime Minister, M. Edouard Daladier, has called the Council of Ministers together for tomorrow, to study the international situation, particularly as regards Danzig and the Soviet Pact negotiations.	[424, 380, 555, 420]
headline-rule	[190, 139, 230, 140]
article-source: (Received This Day, 9.15 a.m.)	[441, 1251, 538, 1259]
article-source: By Telegraph—Press Association—Copyright.	[575, 342, 684, 357]
column-divider	[984, 44, 985, 1629]
article-source: By Telegraph—Press Association—Copyright.	[435, 166, 544, 181]
headline-rule	[610, 645, 650, 646]
article-body: The Zelo and the Liverpool and Glasgow Salvage Association's vessel Ranger have sailed from the Mersey for Liverpool Bay, preparatory to beginning the operations of the Thetis salvage. The sea is smooth, with a moderate breeze and clear visibility. The Austral seasons come and go In summer's heat and winter's snow; And spring unfolds her fresh green shoots, And autumn brings her gift of fruits. Each change is fraught with human ills, With coughs and colds, and sudden chills; But life is safe, and health is sure By taking Woods' Great Peppermint Cure.	[4, 1316, 135, 1420]
article-headline: BLOCKADE POSTPONED	[305, 334, 394, 364]
headline-rule	[330, 139, 370, 140]
article-body: Herr Hitler is expected to visit Danzig between July 20 and 30. There may be earlier brief visits on the part of other Reich Ministers. It is stated that Herr Hitler is not speaking at the launching of the cruiser at Bremen, partly because he desires to rest and partly because he does not desire to anticipate Germany's reply to Britain's Naval Note.	[424, 1269, 555, 1333]
article-dateline: WASHINGTON, June 30.	[757, 197, 835, 205]
article-subheading: FARM FOR DEAF AND DUMB CLOSED.	[706, 908, 833, 929]
article	[704, 782, 835, 880]
headline-rule	[330, 368, 370, 369]
headline-rule	[190, 649, 230, 650]
headline-rule	[50, 600, 90, 601]
article-subheading: ONE MAN GAOLED FOR TWENTY YEARS.	[576, 516, 683, 538]
article-subheading: ITALIAN VERSION OF SPEECH.	[23, 1147, 116, 1169]
article-dateline: THE HAGUE, June 30.	[204, 719, 275, 727]
article-source: By Telegraph—Press Association—Copyright.	[15, 626, 124, 641]
article-headline: DANZIG CALM	[580, 1252, 679, 1268]
